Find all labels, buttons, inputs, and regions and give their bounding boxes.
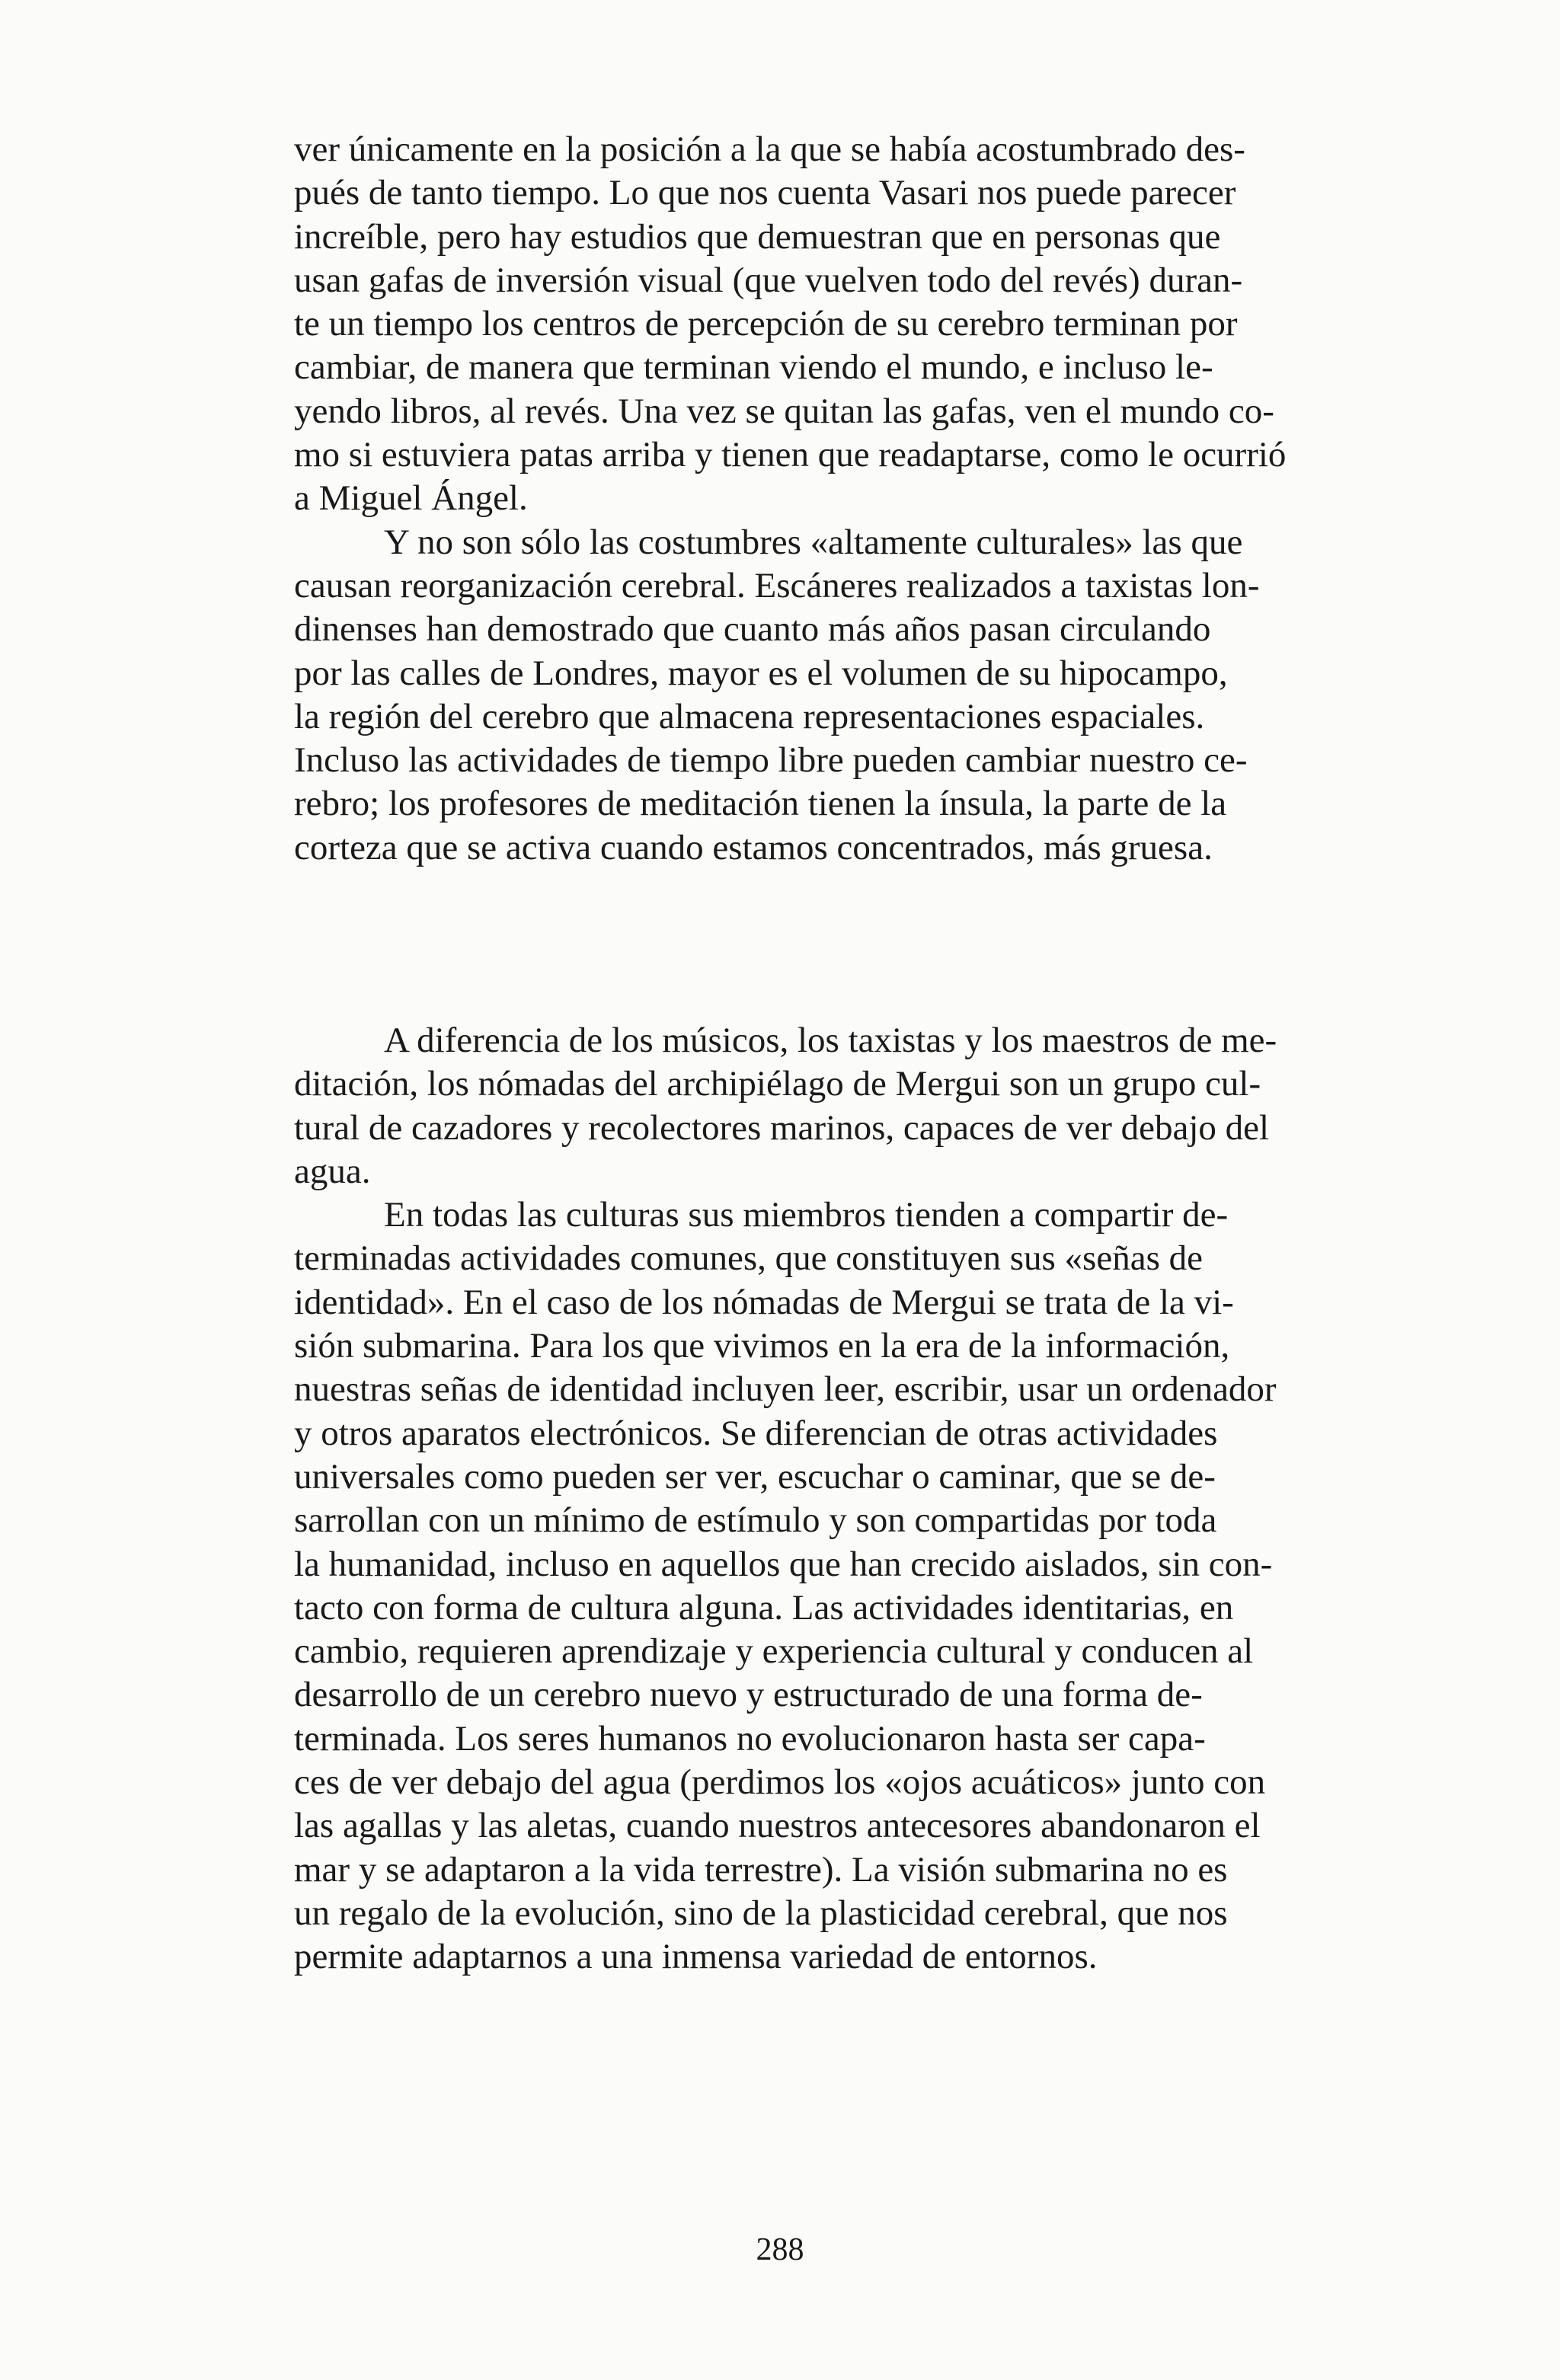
text-line: increíble, pero hay estudios que demuestran que en personas que [294, 216, 1221, 257]
text-line: agua. [294, 1151, 371, 1191]
text-line: corteza que se activa cuando estamos concentrados, más gruesa. [294, 827, 1213, 867]
text-line: usan gafas de inversión visual (que vuelven todo del revés) duran- [294, 260, 1243, 300]
text-line: universales como pueden ser ver, escuchar o caminar, que se de- [294, 1456, 1216, 1497]
text-line: a Miguel Ángel. [294, 478, 528, 519]
text-line: A diferencia de los músicos, los taxistas y los maestros de me- [384, 1021, 1277, 1060]
text-line: desarrollo de un cerebro nuevo y estructurado de una forma de- [294, 1675, 1203, 1715]
text-line: un regalo de la evolución, sino de la plasticidad cerebral, que nos [294, 1893, 1228, 1933]
text-line: tural de cazadores y recolectores marinos, capaces de ver debajo del [294, 1107, 1270, 1148]
text-line: sarrollan con un mínimo de estímulo y son compartidas por toda [294, 1500, 1217, 1541]
text-line: pués de tanto tiempo. Lo que nos cuenta Vasari nos puede parecer [294, 173, 1236, 213]
text-section-2 [294, 1019, 1478, 1979]
text-line: Incluso las actividades de tiempo libre pueden cambiar nuestro ce- [294, 740, 1248, 781]
text-line: cambio, requieren aprendizaje y experiencia cultural y conducen al [294, 1631, 1254, 1672]
text-line: la humanidad, incluso en aquellos que han crecido aislados, sin con- [294, 1544, 1273, 1584]
text-line: En todas las culturas sus miembros tienden a compartir de- [384, 1195, 1229, 1235]
text-line: Y no son sólo las costumbres «altamente culturales» las que [384, 522, 1243, 562]
text-line: rebro; los profesores de meditación tienen la ínsula, la parte de la [294, 784, 1227, 824]
text-line: identidad». En el caso de los nómadas de Mergui se trata de la vi- [294, 1282, 1234, 1322]
text-line: permite adaptarnos a una inmensa variedad de entornos. [294, 1937, 1098, 1977]
text-line: nuestras señas de identidad incluyen leer, escribir, usar un ordenador [294, 1369, 1277, 1410]
text-line: la región del cerebro que almacena representaciones espaciales. [294, 696, 1205, 736]
text-line: causan reorganización cerebral. Escáneres realizados a taxistas lon- [294, 565, 1260, 605]
text-section-1 [294, 128, 1478, 870]
text-line: terminada. Los seres humanos no evolucionaron hasta ser capa- [294, 1718, 1206, 1759]
text-line: las agallas y las aletas, cuando nuestros antecesores abandonaron el [294, 1806, 1261, 1846]
text-line: tacto con forma de cultura alguna. Las actividades identitarias, en [294, 1587, 1234, 1628]
text-line: sión submarina. Para los que vivimos en la era de la información, [294, 1326, 1230, 1366]
text-line: mo si estuviera patas arriba y tienen que readaptarse, como le ocurrió [294, 435, 1287, 475]
text-line: dinenses han demostrado que cuanto más años pasan circulando [294, 609, 1211, 650]
text-line: ces de ver debajo del agua (perdimos los «ojos acuáticos» junto con [294, 1762, 1266, 1803]
text-line: por las calles de Londres, mayor es el volumen de su hipocampo, [294, 653, 1228, 693]
page-number: 288 [756, 2232, 804, 2267]
text-line: cambiar, de manera que terminan viendo el mundo, e incluso le- [294, 347, 1213, 388]
text-line: mar y se adaptaron a la vida terrestre). La visión submarina no es [294, 1849, 1228, 1890]
text-line: y otros aparatos electrónicos. Se diferencian de otras actividades [294, 1413, 1218, 1453]
text-line: terminadas actividades comunes, que constituyen sus «señas de [294, 1238, 1203, 1279]
text-line: ver únicamente en la posición a la que se había acostumbrado des- [294, 129, 1245, 169]
text-line: ditación, los nómadas del archipiélago de Mergui son un grupo cul- [294, 1064, 1261, 1104]
text-line: te un tiempo los centros de percepción de su cerebro terminan por [294, 304, 1238, 344]
text-line: yendo libros, al revés. Una vez se quitan las gafas, ven el mundo co- [294, 391, 1274, 431]
